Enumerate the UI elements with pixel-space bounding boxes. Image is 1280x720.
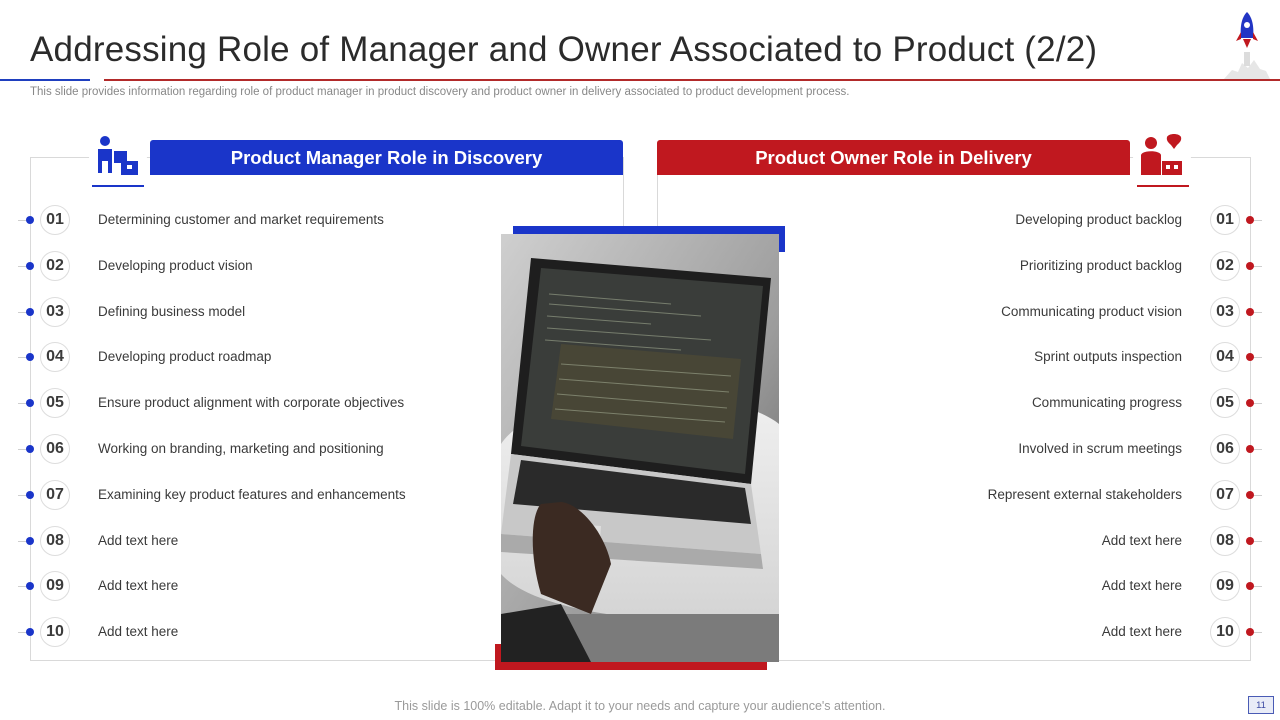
item-number: 06 xyxy=(1210,434,1240,464)
item-number: 01 xyxy=(1210,205,1240,235)
item-number: 05 xyxy=(40,388,70,418)
item-number: 03 xyxy=(40,297,70,327)
bullet-dot xyxy=(1246,582,1254,590)
item-number: 10 xyxy=(40,617,70,647)
item-text: Working on branding, marketing and positioning xyxy=(98,441,384,456)
bullet-dot xyxy=(26,582,34,590)
item-text: Add text here xyxy=(1101,624,1182,639)
item-number: 10 xyxy=(1210,617,1240,647)
item-text: Add text here xyxy=(98,578,179,593)
owner-with-team-icon xyxy=(1133,127,1191,185)
right-icon-underline xyxy=(1137,185,1189,187)
item-number: 07 xyxy=(40,480,70,510)
item-number: 08 xyxy=(40,526,70,556)
bullet-dot xyxy=(1246,445,1254,453)
item-text: Developing product roadmap xyxy=(98,349,272,364)
item-text: Determining customer and market requirements xyxy=(98,212,384,227)
manager-with-boxes-icon xyxy=(89,127,147,185)
item-number: 09 xyxy=(40,571,70,601)
title-underline-blue xyxy=(0,79,90,81)
item-text: Ensure product alignment with corporate objectives xyxy=(98,395,405,410)
right-panel-heading: Product Owner Role in Delivery xyxy=(657,140,1130,175)
item-number: 06 xyxy=(40,434,70,464)
bullet-dot xyxy=(26,445,34,453)
bullet-dot xyxy=(1246,399,1254,407)
item-text: Add text here xyxy=(1101,533,1182,548)
item-number: 09 xyxy=(1210,571,1240,601)
bullet-dot xyxy=(26,262,34,270)
item-text: Add text here xyxy=(98,533,179,548)
item-text: Add text here xyxy=(1101,578,1182,593)
item-text: Examining key product features and enhancements xyxy=(98,487,406,502)
bullet-dot xyxy=(1246,537,1254,545)
item-number: 04 xyxy=(1210,342,1240,372)
item-number: 08 xyxy=(1210,526,1240,556)
item-text: Sprint outputs inspection xyxy=(1034,349,1182,364)
slide-subtitle: This slide provides information regarding role of product manager in product discovery and product owner in delivery associated to product development process. xyxy=(30,86,850,98)
page-number: 11 xyxy=(1248,696,1274,714)
bullet-dot xyxy=(26,491,34,499)
title-underline-red xyxy=(104,79,1280,81)
bullet-dot xyxy=(26,308,34,316)
item-text: Developing product vision xyxy=(98,258,253,273)
item-number: 02 xyxy=(40,251,70,281)
item-number: 01 xyxy=(40,205,70,235)
laptop-photo xyxy=(501,234,779,662)
item-text: Add text here xyxy=(98,624,179,639)
bullet-dot xyxy=(1246,308,1254,316)
item-number: 02 xyxy=(1210,251,1240,281)
bullet-dot xyxy=(26,399,34,407)
bullet-dot xyxy=(1246,353,1254,361)
left-icon-underline xyxy=(92,185,144,187)
item-number: 05 xyxy=(1210,388,1240,418)
item-text: Communicating progress xyxy=(1031,395,1182,410)
left-panel-heading: Product Manager Role in Discovery xyxy=(150,140,623,175)
item-text: Involved in scrum meetings xyxy=(1018,441,1182,456)
item-number: 07 xyxy=(1210,480,1240,510)
bullet-dot xyxy=(1246,628,1254,636)
footer-note: This slide is 100% editable. Adapt it to your needs and capture your audience's attention. xyxy=(394,699,886,713)
bullet-dot xyxy=(1246,216,1254,224)
item-text: Represent external stakeholders xyxy=(987,487,1182,502)
item-text: Prioritizing product backlog xyxy=(1019,258,1182,273)
item-text: Defining business model xyxy=(98,304,246,319)
bullet-dot xyxy=(1246,262,1254,270)
rocket-logo-icon xyxy=(1222,8,1272,80)
bullet-dot xyxy=(1246,491,1254,499)
slide-title: Addressing Role of Manager and Owner Associated to Product (2/2) xyxy=(30,30,1098,69)
item-text: Communicating product vision xyxy=(1001,304,1182,319)
item-text: Developing product backlog xyxy=(1015,212,1182,227)
item-number: 03 xyxy=(1210,297,1240,327)
bullet-dot xyxy=(26,537,34,545)
bullet-dot xyxy=(26,628,34,636)
bullet-dot xyxy=(26,353,34,361)
bullet-dot xyxy=(26,216,34,224)
item-number: 04 xyxy=(40,342,70,372)
